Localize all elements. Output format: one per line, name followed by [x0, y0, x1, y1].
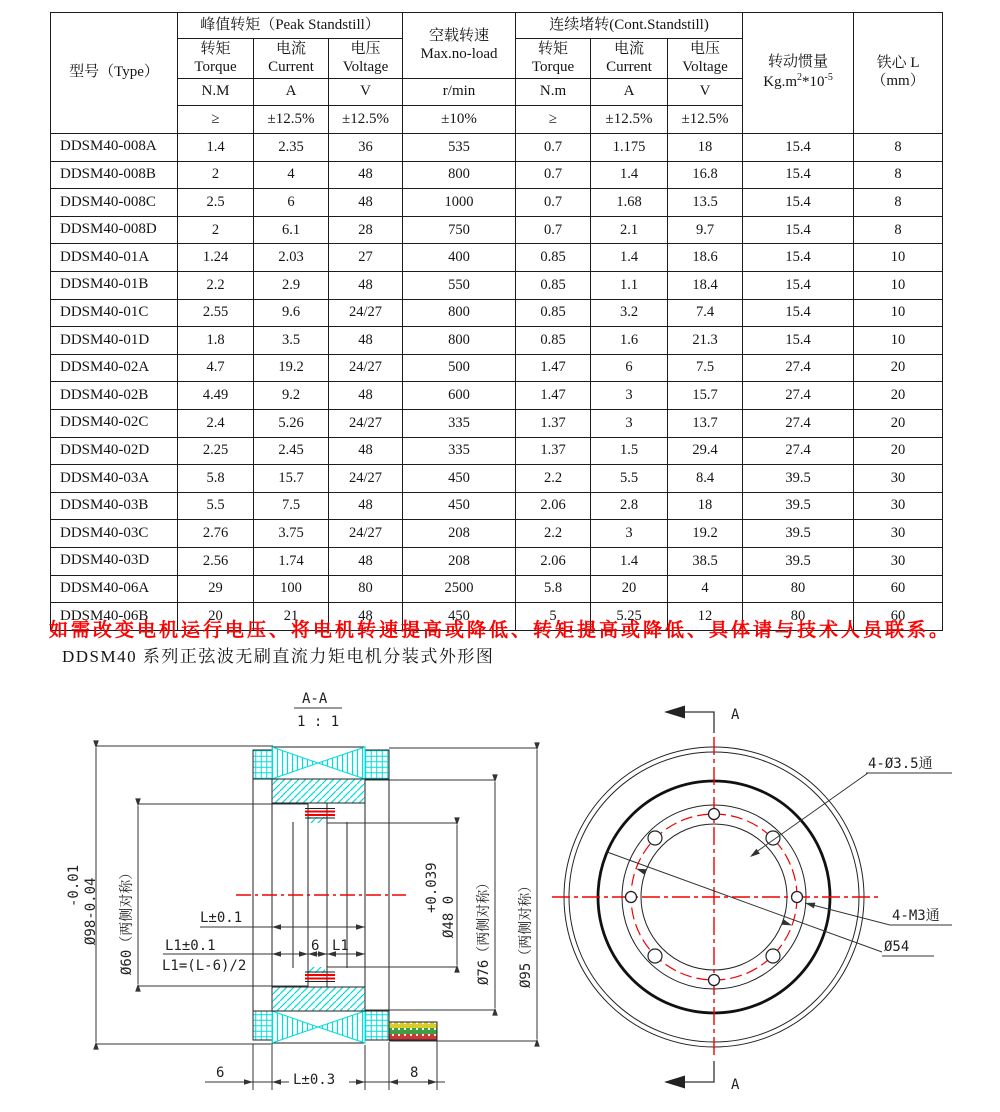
- model-cell: DDSM40-02A: [51, 354, 178, 382]
- unit-a-cont: A: [591, 79, 668, 106]
- dim-label-l1-formula: L1=(L-6)/2: [162, 958, 247, 974]
- value-cell: 2500: [403, 575, 516, 603]
- value-cell: 15.4: [743, 299, 854, 327]
- value-cell: 39.5: [743, 547, 854, 575]
- value-cell: 15.4: [743, 216, 854, 244]
- value-cell: 16.8: [668, 161, 743, 189]
- value-cell: 10: [854, 299, 943, 327]
- value-cell: 2.4: [178, 409, 254, 437]
- value-cell: 5.25: [591, 603, 668, 631]
- table-row: [51, 327, 943, 355]
- value-cell: 39.5: [743, 520, 854, 548]
- value-cell: 48: [329, 382, 403, 410]
- value-cell: 1.4: [178, 134, 254, 162]
- value-cell: 8: [854, 134, 943, 162]
- value-cell: 48: [329, 189, 403, 217]
- model-cell: DDSM40-02D: [51, 437, 178, 465]
- value-cell: 20: [854, 437, 943, 465]
- value-cell: 3: [591, 409, 668, 437]
- section-marker-bottom-label: A: [731, 1077, 740, 1093]
- col-header-cont-torque: 转矩 Torque: [516, 39, 591, 79]
- value-cell: 60: [854, 603, 943, 631]
- value-cell: 450: [403, 603, 516, 631]
- col-header-type: 型号（Type）: [51, 13, 178, 134]
- value-cell: 13.5: [668, 189, 743, 217]
- value-cell: 450: [403, 492, 516, 520]
- value-cell: 15.7: [668, 382, 743, 410]
- dim-label-bottom-8: 8: [410, 1065, 419, 1081]
- lead-cable: [389, 1022, 437, 1040]
- value-cell: 5: [516, 603, 591, 631]
- value-cell: 48: [329, 271, 403, 299]
- value-cell: 800: [403, 161, 516, 189]
- value-cell: 0.7: [516, 189, 591, 217]
- model-cell: DDSM40-02C: [51, 409, 178, 437]
- table-row: [51, 492, 943, 520]
- value-cell: 27.4: [743, 437, 854, 465]
- table-row: [51, 520, 943, 548]
- dim-label-dia48: Ø48 0: [441, 895, 457, 938]
- tol-ge-peak: ≥: [178, 106, 254, 134]
- value-cell: 4: [254, 161, 329, 189]
- col-group-peak: 峰值转矩（Peak Standstill）: [178, 13, 403, 39]
- value-cell: 2: [178, 161, 254, 189]
- value-cell: 2.06: [516, 492, 591, 520]
- noload-cn: 空载转速: [429, 27, 490, 44]
- value-cell: 18.6: [668, 244, 743, 272]
- spec-table-body: [51, 134, 943, 631]
- value-cell: 38.5: [668, 547, 743, 575]
- tol-voltage-cont: ±12.5%: [668, 106, 743, 134]
- model-cell: DDSM40-01A: [51, 244, 178, 272]
- section-title-text: A-A: [302, 691, 328, 707]
- value-cell: 750: [403, 216, 516, 244]
- tol-ge-cont: ≥: [516, 106, 591, 134]
- left-section-view: [236, 747, 437, 1043]
- value-cell: 2.9: [254, 271, 329, 299]
- value-cell: 7.4: [668, 299, 743, 327]
- value-cell: 29.4: [668, 437, 743, 465]
- value-cell: 1.68: [591, 189, 668, 217]
- value-cell: 48: [329, 547, 403, 575]
- model-cell: DDSM40-008C: [51, 189, 178, 217]
- dim-label-mid-l1: L1: [332, 938, 349, 954]
- value-cell: 7.5: [254, 492, 329, 520]
- value-cell: 27.4: [743, 354, 854, 382]
- table-row: [51, 465, 943, 493]
- unit-v-cont: V: [668, 79, 743, 106]
- value-cell: 39.5: [743, 465, 854, 493]
- model-cell: DDSM40-03C: [51, 520, 178, 548]
- outline-drawing: [0, 670, 1000, 1112]
- value-cell: 48: [329, 492, 403, 520]
- value-cell: 2.55: [178, 299, 254, 327]
- col-group-cont: 连续堵转(Cont.Standstill): [516, 13, 743, 39]
- value-cell: 18: [668, 492, 743, 520]
- model-cell: DDSM40-06B: [51, 603, 178, 631]
- model-cell: DDSM40-008B: [51, 161, 178, 189]
- value-cell: 450: [403, 465, 516, 493]
- col-header-cont-current: 电流 Current: [591, 39, 668, 79]
- spec-table-head: [51, 13, 943, 134]
- value-cell: 19.2: [254, 354, 329, 382]
- value-cell: 1.6: [591, 327, 668, 355]
- tol-current-peak: ±12.5%: [254, 106, 329, 134]
- value-cell: 600: [403, 382, 516, 410]
- value-cell: 100: [254, 575, 329, 603]
- value-cell: 21.3: [668, 327, 743, 355]
- value-cell: 1.4: [591, 161, 668, 189]
- dim-label-dia60: Ø60（两侧对称）: [119, 865, 135, 975]
- value-cell: 13.7: [668, 409, 743, 437]
- winding-section: [272, 1011, 365, 1043]
- value-cell: 20: [854, 409, 943, 437]
- value-cell: 2: [178, 216, 254, 244]
- table-row: [51, 216, 943, 244]
- value-cell: 18: [668, 134, 743, 162]
- col-header-cont-voltage: 电压 Voltage: [668, 39, 743, 79]
- value-cell: 4.49: [178, 382, 254, 410]
- value-cell: 4.7: [178, 354, 254, 382]
- value-cell: 800: [403, 299, 516, 327]
- value-cell: 2.56: [178, 547, 254, 575]
- model-cell: DDSM40-02B: [51, 382, 178, 410]
- value-cell: 80: [329, 575, 403, 603]
- spec-table-section: [50, 12, 943, 631]
- value-cell: 1.5: [591, 437, 668, 465]
- flange-hatch: [253, 750, 272, 779]
- value-cell: 0.85: [516, 244, 591, 272]
- value-cell: 1.24: [178, 244, 254, 272]
- model-cell: DDSM40-008A: [51, 134, 178, 162]
- value-cell: 80: [743, 575, 854, 603]
- value-cell: 30: [854, 465, 943, 493]
- value-cell: 3.2: [591, 299, 668, 327]
- value-cell: 1000: [403, 189, 516, 217]
- core-hatch: [272, 779, 365, 803]
- drawing-caption: DDSM40 系列正弦波无刷直流力矩电机分装式外形图: [62, 647, 495, 666]
- value-cell: 1.175: [591, 134, 668, 162]
- table-row: [51, 354, 943, 382]
- section-marker-top-label: A: [731, 707, 740, 723]
- dim-label-dia98: Ø98-0.04: [83, 877, 99, 945]
- table-row: [51, 161, 943, 189]
- table-row: [51, 575, 943, 603]
- value-cell: 27: [329, 244, 403, 272]
- value-cell: 2.2: [516, 465, 591, 493]
- tol-speed: ±10%: [403, 106, 516, 134]
- value-cell: 2.8: [591, 492, 668, 520]
- model-cell: DDSM40-03D: [51, 547, 178, 575]
- table-row: [51, 382, 943, 410]
- value-cell: 15.4: [743, 244, 854, 272]
- value-cell: 30: [854, 547, 943, 575]
- value-cell: 15.7: [254, 465, 329, 493]
- dim-label-l1: L1±0.1: [165, 938, 216, 954]
- value-cell: 0.7: [516, 161, 591, 189]
- table-row: [51, 409, 943, 437]
- flange-hatch: [365, 750, 389, 779]
- dim-label-bottom-6: 6: [216, 1065, 225, 1081]
- value-cell: 1.4: [591, 244, 668, 272]
- value-cell: 2.1: [591, 216, 668, 244]
- dim-label-dia76: Ø76（两侧对称）: [476, 875, 492, 985]
- value-cell: 80: [743, 603, 854, 631]
- col-header-peak-voltage: 电压 Voltage: [329, 39, 403, 79]
- model-cell: DDSM40-06A: [51, 575, 178, 603]
- inertia-unit: $Kg.m^2*10^{-5}$: [763, 72, 833, 90]
- model-cell: DDSM40-01C: [51, 299, 178, 327]
- value-cell: 48: [329, 437, 403, 465]
- unit-rpm: r/min: [403, 79, 516, 106]
- table-row: [51, 189, 943, 217]
- value-cell: 0.85: [516, 327, 591, 355]
- value-cell: 9.7: [668, 216, 743, 244]
- value-cell: 20: [178, 603, 254, 631]
- value-cell: 15.4: [743, 161, 854, 189]
- value-cell: 3.5: [254, 327, 329, 355]
- label-bolt-circle: Ø54: [884, 939, 910, 955]
- value-cell: 24/27: [329, 409, 403, 437]
- label-tapped-holes: 4-M3通: [892, 908, 940, 924]
- value-cell: 18.4: [668, 271, 743, 299]
- value-cell: 24/27: [329, 465, 403, 493]
- value-cell: 208: [403, 547, 516, 575]
- value-cell: 29: [178, 575, 254, 603]
- value-cell: 550: [403, 271, 516, 299]
- value-cell: 8: [854, 189, 943, 217]
- value-cell: 24/27: [329, 299, 403, 327]
- value-cell: 27.4: [743, 409, 854, 437]
- value-cell: 6: [254, 189, 329, 217]
- value-cell: 335: [403, 409, 516, 437]
- tol-voltage-peak: ±12.5%: [329, 106, 403, 134]
- value-cell: 5.5: [591, 465, 668, 493]
- table-row: [51, 134, 943, 162]
- dim-label-dia48-tol: +0.039: [424, 862, 440, 913]
- value-cell: 0.7: [516, 216, 591, 244]
- value-cell: 15.4: [743, 271, 854, 299]
- tol-current-cont: ±12.5%: [591, 106, 668, 134]
- core-unit: （mm）: [871, 73, 925, 89]
- value-cell: 20: [854, 354, 943, 382]
- flange-hatch: [365, 1011, 389, 1040]
- value-cell: 800: [403, 327, 516, 355]
- value-cell: 1.1: [591, 271, 668, 299]
- value-cell: 2.35: [254, 134, 329, 162]
- inertia-cn: 转动惯量: [768, 54, 829, 71]
- value-cell: 9.6: [254, 299, 329, 327]
- red-notice-text: 如需改变电机运行电压、将电机转速提高或降低、转矩提高或降低、具体请与技术人员联系。: [48, 620, 951, 641]
- value-cell: 10: [854, 327, 943, 355]
- model-cell: DDSM40-008D: [51, 216, 178, 244]
- value-cell: 208: [403, 520, 516, 548]
- value-cell: 8: [854, 216, 943, 244]
- value-cell: 2.2: [516, 520, 591, 548]
- model-cell: DDSM40-01D: [51, 327, 178, 355]
- value-cell: 5.8: [516, 575, 591, 603]
- value-cell: 24/27: [329, 520, 403, 548]
- value-cell: 20: [591, 575, 668, 603]
- value-cell: 2.03: [254, 244, 329, 272]
- noload-en: Max.no-load: [420, 45, 498, 62]
- col-header-peak-torque: 转矩 Torque: [178, 39, 254, 79]
- value-cell: 7.5: [668, 354, 743, 382]
- value-cell: 36: [329, 134, 403, 162]
- value-cell: 500: [403, 354, 516, 382]
- value-cell: 20: [854, 382, 943, 410]
- value-cell: 48: [329, 161, 403, 189]
- value-cell: 28: [329, 216, 403, 244]
- value-cell: 1.47: [516, 382, 591, 410]
- value-cell: 15.4: [743, 327, 854, 355]
- value-cell: 1.37: [516, 437, 591, 465]
- value-cell: 1.4: [591, 547, 668, 575]
- value-cell: 1.37: [516, 409, 591, 437]
- value-cell: 60: [854, 575, 943, 603]
- value-cell: 1.8: [178, 327, 254, 355]
- value-cell: 48: [329, 327, 403, 355]
- value-cell: 2.25: [178, 437, 254, 465]
- value-cell: 5.26: [254, 409, 329, 437]
- model-cell: DDSM40-03A: [51, 465, 178, 493]
- dim-label-mid-6: 6: [311, 938, 320, 954]
- section-scale-text: 1 : 1: [297, 714, 340, 730]
- value-cell: 15.4: [743, 189, 854, 217]
- value-cell: 10: [854, 244, 943, 272]
- value-cell: 2.5: [178, 189, 254, 217]
- value-cell: 30: [854, 520, 943, 548]
- value-cell: 19.2: [668, 520, 743, 548]
- value-cell: 6.1: [254, 216, 329, 244]
- value-cell: 1.74: [254, 547, 329, 575]
- left-view-dim-labels: [66, 862, 534, 1088]
- header-row-groups: [51, 13, 943, 39]
- core-hatch: [272, 987, 365, 1011]
- table-row: [51, 437, 943, 465]
- value-cell: 0.85: [516, 271, 591, 299]
- unit-nm-peak: N.M: [178, 79, 254, 106]
- unit-v-peak: V: [329, 79, 403, 106]
- spec-table: [50, 12, 943, 631]
- dim-label-dia98-tol: -0.01: [66, 864, 82, 907]
- section-view-title: [294, 691, 342, 730]
- value-cell: 2.2: [178, 271, 254, 299]
- value-cell: 3: [591, 382, 668, 410]
- value-cell: 15.4: [743, 134, 854, 162]
- model-cell: DDSM40-03B: [51, 492, 178, 520]
- winding-section: [272, 747, 365, 779]
- value-cell: 0.85: [516, 299, 591, 327]
- table-row: [51, 547, 943, 575]
- col-header-inertia: [743, 13, 854, 134]
- value-cell: 8.4: [668, 465, 743, 493]
- col-header-peak-current: 电流 Current: [254, 39, 329, 79]
- value-cell: 24/27: [329, 354, 403, 382]
- value-cell: 335: [403, 437, 516, 465]
- value-cell: 2.76: [178, 520, 254, 548]
- value-cell: 10: [854, 271, 943, 299]
- value-cell: 12: [668, 603, 743, 631]
- dim-label-l: L±0.1: [200, 910, 243, 926]
- dim-label-dia95: Ø95（两侧对称）: [518, 878, 534, 988]
- flange-hatch: [253, 1011, 272, 1040]
- value-cell: 0.7: [516, 134, 591, 162]
- value-cell: 5.8: [178, 465, 254, 493]
- value-cell: 5.5: [178, 492, 254, 520]
- table-row: [51, 299, 943, 327]
- value-cell: 8: [854, 161, 943, 189]
- label-through-holes: 4-Ø3.5通: [868, 756, 933, 772]
- value-cell: 9.2: [254, 382, 329, 410]
- value-cell: 400: [403, 244, 516, 272]
- col-header-core: [854, 13, 943, 134]
- table-row: [51, 271, 943, 299]
- unit-a-peak: A: [254, 79, 329, 106]
- value-cell: 4: [668, 575, 743, 603]
- core-cn: 铁心 L: [876, 55, 920, 72]
- value-cell: 21: [254, 603, 329, 631]
- value-cell: 48: [329, 603, 403, 631]
- model-cell: DDSM40-01B: [51, 271, 178, 299]
- table-row: [51, 244, 943, 272]
- unit-nm-cont: N.m: [516, 79, 591, 106]
- value-cell: 1.47: [516, 354, 591, 382]
- value-cell: 2.45: [254, 437, 329, 465]
- col-header-noload: [403, 13, 516, 79]
- value-cell: 3: [591, 520, 668, 548]
- value-cell: 535: [403, 134, 516, 162]
- value-cell: 30: [854, 492, 943, 520]
- dim-label-bottom-l: L±0.3: [293, 1072, 336, 1088]
- right-end-view: [552, 706, 952, 1094]
- value-cell: 39.5: [743, 492, 854, 520]
- value-cell: 6: [591, 354, 668, 382]
- value-cell: 3.75: [254, 520, 329, 548]
- value-cell: 2.06: [516, 547, 591, 575]
- value-cell: 27.4: [743, 382, 854, 410]
